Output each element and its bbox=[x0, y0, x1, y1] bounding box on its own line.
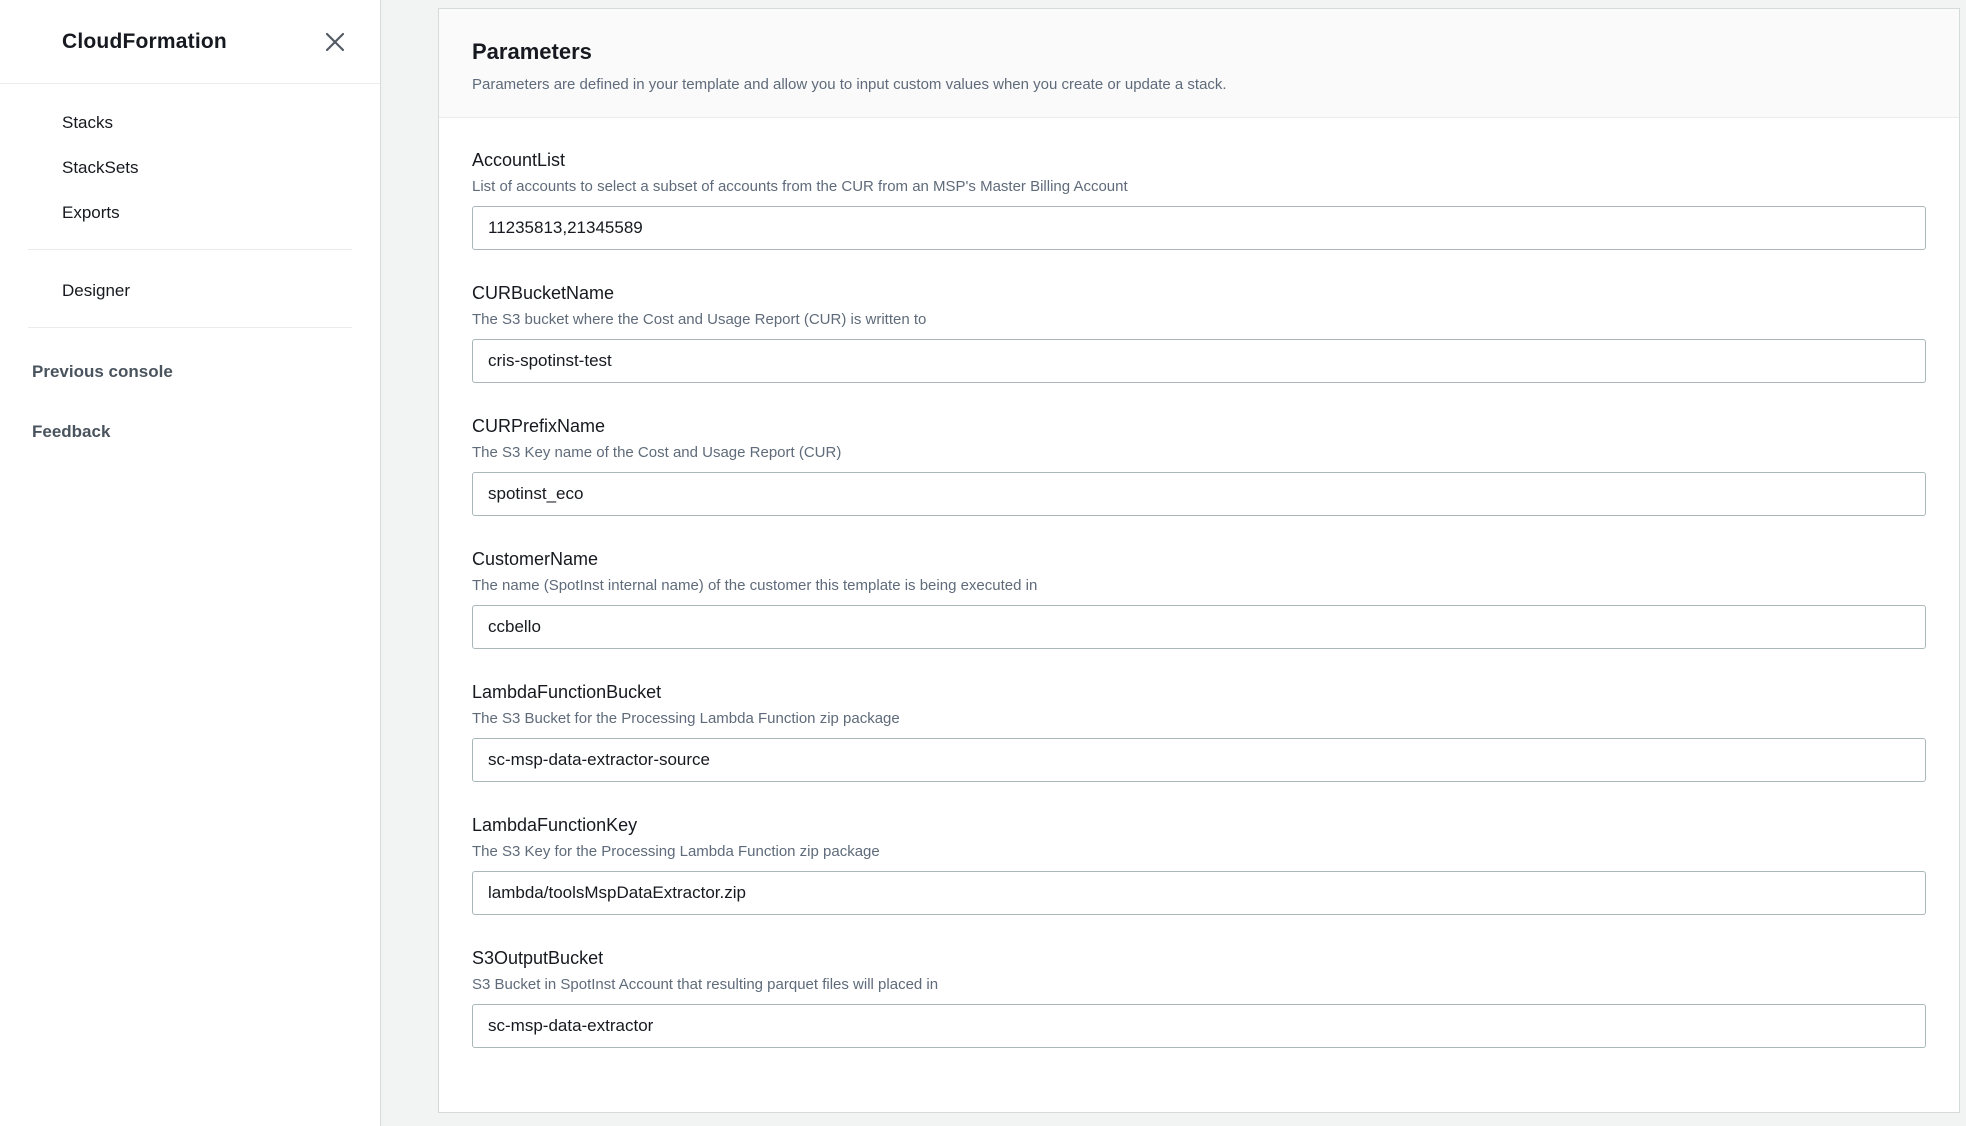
parameter-label: S3OutputBucket bbox=[472, 948, 604, 968]
parameter-input-curbucketname[interactable] bbox=[472, 339, 1926, 383]
sidebar-item-stacks[interactable]: Stacks bbox=[62, 112, 114, 132]
parameter-description: The S3 Bucket for the Processing Lambda Function zip package bbox=[472, 710, 900, 727]
parameter-field bbox=[472, 948, 1926, 1048]
parameter-input-curprefixname[interactable] bbox=[472, 472, 1926, 516]
parameter-input-lambdafunctionkey[interactable] bbox=[472, 871, 1926, 915]
parameter-field bbox=[472, 283, 1926, 383]
parameter-description: List of accounts to select a subset of accounts from the CUR from an MSP's Master Billing Account bbox=[472, 178, 1128, 195]
parameters-card bbox=[438, 8, 1960, 1113]
main-content bbox=[381, 0, 1966, 1126]
parameter-field bbox=[472, 682, 1926, 782]
parameter-input-lambdafunctionbucket[interactable] bbox=[472, 738, 1926, 782]
parameter-label: AccountList bbox=[472, 150, 566, 170]
close-icon bbox=[324, 31, 346, 53]
parameter-label: LambdaFunctionKey bbox=[472, 815, 638, 835]
feedback-link[interactable]: Feedback bbox=[32, 422, 111, 441]
parameters-card-header bbox=[439, 9, 1959, 118]
sidebar-divider bbox=[28, 249, 352, 250]
previous-console-link[interactable]: Previous console bbox=[32, 362, 173, 381]
parameter-description: The S3 Key for the Processing Lambda Function zip package bbox=[472, 843, 880, 860]
sidebar-nav bbox=[0, 84, 380, 235]
parameter-input-s3outputbucket[interactable] bbox=[472, 1004, 1926, 1048]
sidebar bbox=[0, 0, 381, 1126]
page-title: Parameters bbox=[472, 39, 592, 64]
parameter-label: CURPrefixName bbox=[472, 416, 606, 436]
parameter-description: S3 Bucket in SpotInst Account that resulting parquet files will placed in bbox=[472, 976, 939, 993]
parameter-description: The S3 bucket where the Cost and Usage Report (CUR) is written to bbox=[472, 311, 927, 328]
parameter-input-accountlist[interactable] bbox=[472, 206, 1926, 250]
sidebar-item-designer[interactable]: Designer bbox=[62, 280, 131, 300]
sidebar-item-stacksets[interactable]: StackSets bbox=[62, 157, 139, 177]
parameters-form bbox=[439, 118, 1959, 1081]
parameter-description: The name (SpotInst internal name) of the customer this template is being executed in bbox=[472, 577, 1038, 594]
sidebar-divider bbox=[28, 327, 352, 328]
parameter-label: CURBucketName bbox=[472, 283, 615, 303]
sidebar-item-exports[interactable]: Exports bbox=[62, 202, 120, 222]
parameter-field bbox=[472, 150, 1926, 250]
sidebar-header bbox=[0, 0, 380, 84]
parameter-field bbox=[472, 815, 1926, 915]
close-sidebar-button[interactable] bbox=[320, 27, 350, 57]
sidebar-footer bbox=[0, 362, 380, 482]
parameter-field bbox=[472, 549, 1926, 649]
parameter-input-customername[interactable] bbox=[472, 605, 1926, 649]
parameter-description: The S3 Key name of the Cost and Usage Report (CUR) bbox=[472, 444, 842, 461]
parameter-label: LambdaFunctionBucket bbox=[472, 682, 662, 702]
parameter-label: CustomerName bbox=[472, 549, 599, 569]
parameter-field bbox=[472, 416, 1926, 516]
app-title: CloudFormation bbox=[62, 29, 227, 53]
section-description: Parameters are defined in your template and allow you to input custom values when you create or update a stack. bbox=[472, 76, 1227, 93]
sidebar-tools bbox=[0, 264, 380, 313]
